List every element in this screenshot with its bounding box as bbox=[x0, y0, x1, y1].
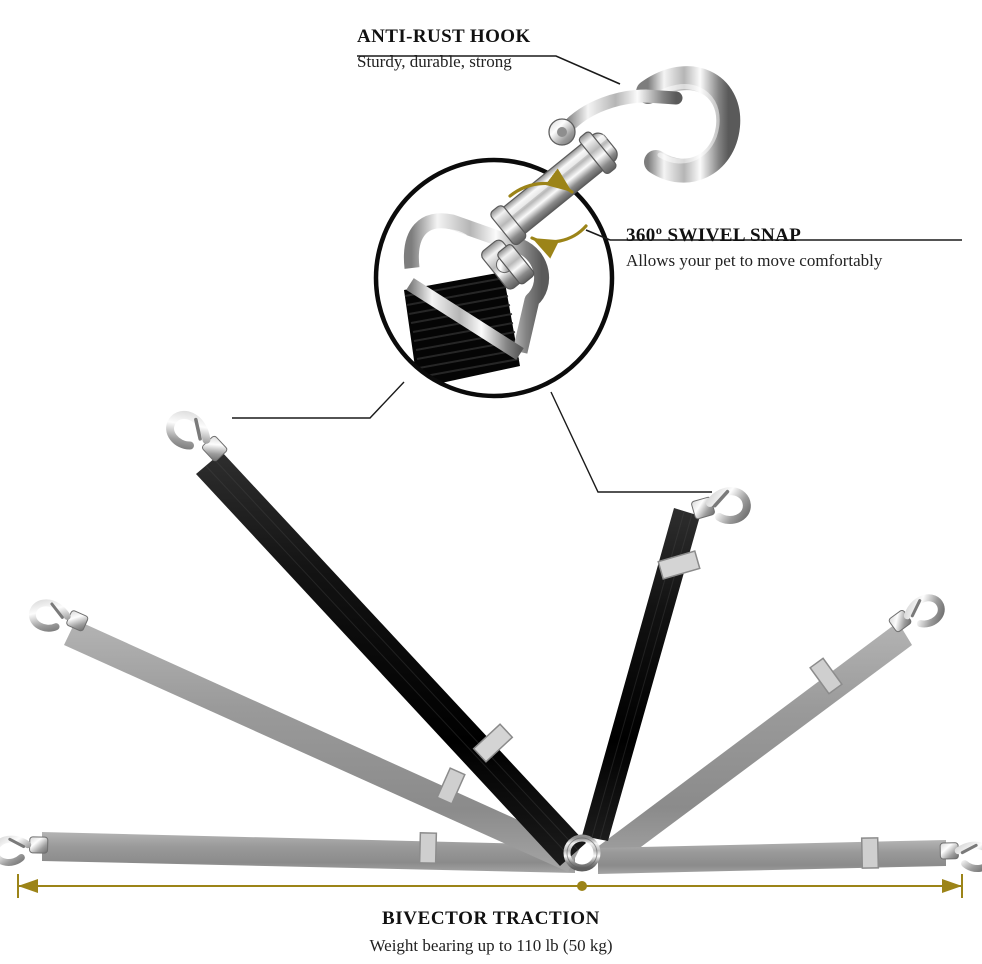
bottom-caption bbox=[0, 908, 982, 956]
strap-black-right bbox=[582, 487, 750, 841]
bottom-caption-subtitle: Weight bearing up to 110 lb (50 kg) bbox=[369, 936, 613, 955]
leader-line-to-right-snap bbox=[551, 392, 712, 492]
strap-gray-far-right bbox=[598, 838, 982, 874]
callout-anti-rust-hook-subtitle: Sturdy, durable, strong bbox=[357, 52, 512, 71]
arrow-right-icon bbox=[942, 879, 962, 893]
callout-anti-rust-hook-title: ANTI-RUST HOOK bbox=[357, 26, 531, 47]
bottom-caption-title: BIVECTOR TRACTION bbox=[381, 908, 601, 929]
callout-anti-rust-hook bbox=[357, 26, 531, 72]
dimension-line bbox=[18, 874, 962, 898]
dimension-center-marker bbox=[577, 881, 587, 891]
leash-fan-illustration bbox=[0, 406, 982, 874]
leader-line-to-left-snap bbox=[232, 382, 404, 418]
strap-black-left bbox=[164, 406, 586, 866]
leader-lines-bottom bbox=[232, 382, 712, 492]
callout-swivel-snap bbox=[626, 225, 882, 271]
magnified-hook-inset bbox=[376, 160, 612, 396]
strap-gray-far-left bbox=[0, 832, 575, 873]
callout-swivel-snap-title: 360º SWIVEL SNAP bbox=[626, 225, 802, 246]
arrow-left-icon bbox=[18, 879, 38, 893]
callout-swivel-snap-subtitle: Allows your pet to move comfortably bbox=[626, 251, 883, 270]
